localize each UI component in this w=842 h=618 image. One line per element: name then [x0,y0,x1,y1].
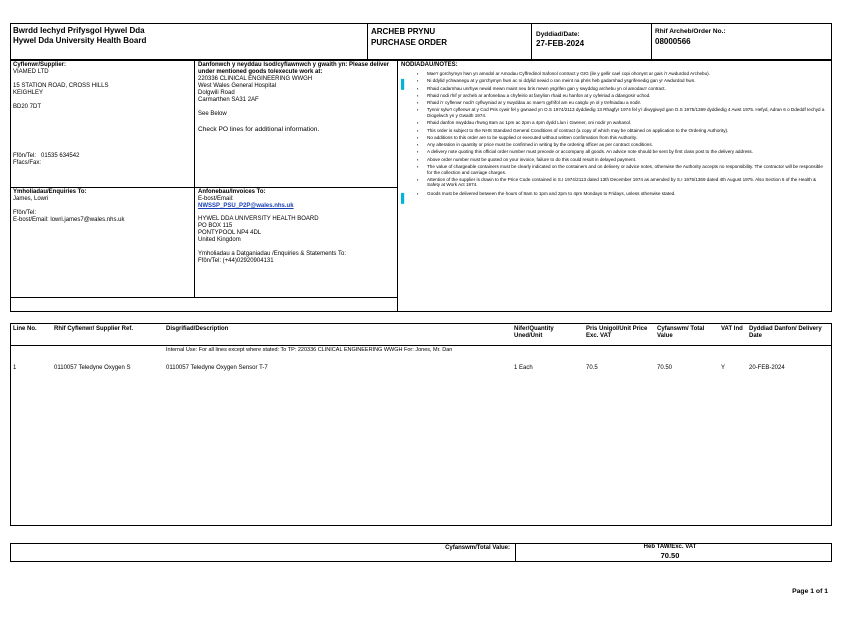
supplier-contact [13,153,191,167]
col-header-vat: VAT Ind [721,326,743,332]
deliver-line: West Wales General Hospital [198,83,277,89]
note-item: ▪ Goods must be delivered between the hours of 8am to 1pm and 2pm to 4pm Mondays to Fridays, unless otherwise stated. [401,191,828,197]
total-label: Cyfanswm/Total Value: [445,545,510,551]
statements-phone: Ffôn/Tel: (+44)02920904131 [198,258,274,264]
cell-desc: 0110057 Teledyne Oxygen Sensor T-7 [166,365,268,371]
cell-ref: 0110057 Teledyne Oxygen S [54,365,131,371]
supplier-line: BD20 7DT [13,104,42,110]
note-item: ▪ Tynnir sylw'r cyflenwr at y Cod Pris cywir fel y gwnaed yn O.S 1974/2113 dyddiedig 13 Rhagfyr 1974 fel y'i diwygiwyd gan O.S 1975/1369 dyddiedig 4 Awst 1975. Hefyd, Adran 6 o Ddeddf Iechyd a Diogelwch yn y Gwaith 1974. [401,107,828,118]
note-item: ▪ No additions to this order are to be supplied or executed without written confirmation from this Authority. [401,135,828,141]
col-header-line: Line No. [13,326,37,332]
cell-total: 70.50 [657,365,673,371]
deliver-line: Dolgwili Road [198,90,235,96]
invoices-address-line: HYWEL DDA UNIVERSITY HEALTH BOARD [198,216,319,222]
info-divider [10,187,398,188]
supplier-line: VIAMED LTD [13,69,49,75]
org-name-cy: Bwrdd Iechyd Prifysgol Hywel Dda [13,26,145,35]
note-item: ▪ Rhaid nodi rhif yr archeb ar anfonebau a chyfeirio at fanylion rhaid eu hanfon at y cyfeiriad a ddangosir uchod. [401,93,828,99]
col-header-delivery: Dyddiad Danfon/ Delivery Date [749,326,822,339]
col-header-qty: Nifer/Quantity Uned/Unit [514,326,554,339]
invoices-address-line: PONTYPOOL NP4 4DL [198,230,262,236]
note-item: ▪ Above order number must be quoted on your invoice, failure to do this could result in delayed payment. [401,157,828,163]
cell-line: 1 [13,365,17,371]
enquiries-name: James, Lowri [13,196,49,202]
note-item: ▪ Mae'r gorchymyn hwn yn amodol ar Amodau Cyffredinol Safonol contract y GIG (ile y gellir cael copi ohonynt ar gais i'r Awdurdod Archebu). [401,71,828,77]
deliver-line: 220336 CLINICAL ENGINEERING WWGH [198,76,313,82]
supplier-fax-label: Ffacs/Fax: [13,160,42,166]
order-no-cell [655,28,825,48]
total-value: 70.50 [660,551,680,560]
note-item: ▪ The value of chargeable containers must be clearly indicated on the containers and on delivery or advice notes, otherwise the Authority accepts no responsibility. The contractor will be responsible for the collection and carriage charges. [401,164,828,175]
note-item: ▪ Rhaid danfon nwyddau rhwng 8am ac 1pm ac 2pm a 4pm dydd Llun i Gwener, oni nodir yn wahanol. [401,120,828,126]
notes-block [401,62,828,203]
col-header-desc: Disgrifiad/Description [166,326,229,332]
supplier-label: Cyflenwr/Supplier: [13,62,67,68]
doc-title-cy: ARCHEB PRYNU [371,27,436,36]
note-item: ▪ A delivery note quoting this official order number must precede or accompany all goods. An advice note should be sent by first class post to the delivery address. [401,149,828,155]
supplier-line [13,76,191,83]
enquiries-block [13,189,191,224]
cell-unit-price: 70.5 [586,365,598,371]
doc-title [371,26,521,48]
internal-use-note: Internal Use: For all lines except where stated: To TP: 220336 CLINICAL ENGINEERING WWGH For: Jones, Mr. Dan [166,347,453,353]
notes-marker-en: ▌ [401,193,408,203]
cell-vat: Y [721,365,726,371]
header-divider [531,23,532,60]
header-divider [651,23,652,60]
enquiries-label: Ymholiadau/Enquiries To: [13,189,87,195]
order-no-label: Rhif Archeb/Order No.: [655,28,726,35]
info-divider [10,297,398,298]
date-label: Dyddiad/Date: [536,31,580,38]
statements-label: Ymholiadau a Datganiadau /Enquiries & Statements To: [198,251,346,257]
note-item: ▪ Rhaid i'r cyflenwr nodi'r cyflwyniad ar y nwyddau ac mae'n gyfrifol am eu casglu yn ol y trefniadau a nodir. [401,100,828,106]
notes-marker-cy: ▌ [401,79,408,89]
deliver-line: Carmarthen SA31 2AF [198,97,259,103]
deliver-block [198,62,394,133]
invoices-email-link[interactable]: NWSSP_PSU_P2P@wales.nhs.uk [198,203,294,209]
date-value: 27-FEB-2024 [536,39,585,48]
doc-title-en: PURCHASE ORDER [371,38,448,47]
org-name-en: Hywel Dda University Health Board [13,35,147,45]
invoices-address-line: United Kingdom [198,237,241,243]
note-item: ▪ Rhaid cadarnhau unrhyw newid mewn maint neu bris mewn ysgrifen gan y swyddog archebu yn ol amodau'r contract. [401,86,828,92]
notes-list [401,71,828,197]
info-divider [397,60,398,312]
note-item: ▪ Attention of the supplier is drawn to the Price Code contained in S.I 1974/2113 dated 13th December 1974 as amended by S.I 1975/1369 dated 4th August 1975. Also Section 6 of the Health & Safety at Work Act 1974. [401,177,828,188]
notes-label: NODIADAU/NOTES: [401,62,458,68]
tax-label: Heb TAW/Exc. VAT [643,544,697,550]
total-value-cell [600,544,740,560]
info-divider [194,60,195,298]
enquiries-email[interactable]: lowri.james7@wales.nhs.uk [50,217,125,223]
invoices-email-label: E-bost/Email: [198,196,234,202]
supplier-line [13,97,191,104]
note-item: ▪ This order is subject to the NHS Standard General Conditions of contract (a copy of which may be obtained on application to the Ordering Authority). [401,128,828,134]
page-number: Page 1 of 1 [792,588,828,595]
note-item: ▪ Any alteration in quantity or price must be confirmed in writing by the ordering officer as per contract conditions. [401,142,828,148]
supplier-phone: 01535 634542 [41,153,80,159]
deliver-check-note: Check PO lines for additional information. [198,126,320,133]
cell-qty: 1 Each [514,365,533,371]
supplier-phone-label: Ffôn/Tel: [13,153,37,159]
supplier-block [13,62,191,111]
enquiries-email-label: E-bost/Email: [13,217,49,223]
total-divider [515,543,516,562]
items-header-divider [10,345,832,346]
deliver-label: Danfonwch y neyddau lsod/cyflawnwch y gwaith yn: Please deliver under mentioned goods to/execute work at: [198,62,390,75]
supplier-line: 15 STATION ROAD, CROSS HILLS [13,83,109,89]
order-no-value: 08000566 [655,37,691,46]
invoices-address-line: PO BOX 115 [198,223,233,229]
cell-delivery: 20-FEB-2024 [749,365,785,371]
items-table [10,323,832,526]
date-cell [536,31,646,49]
supplier-line: KEIGHLEY [13,90,44,96]
col-header-unit-price: Pris Unigol/Unit Price Exc. VAT [586,326,648,339]
deliver-see-below: See Below [198,111,227,117]
header-divider [367,23,368,60]
invoices-label: Anfonebau/Invoices To: [198,189,266,195]
enquiries-phone-label: Ffôn/Tel: [13,210,37,216]
col-header-total: Cyfanswm/ Total Value [657,326,705,339]
invoices-block [198,189,394,265]
note-item: ▪ Ni ddylid ychwanegu at y gorchymyn hwn ac ni ddylid newid o ran meint na phris heb gadarnhad ysgrifenedig gan yr Awdurdod hwn. [401,78,828,84]
org-name [13,26,353,45]
col-header-ref: Rhif Cyflenwr/ Supplier Ref. [54,326,134,332]
